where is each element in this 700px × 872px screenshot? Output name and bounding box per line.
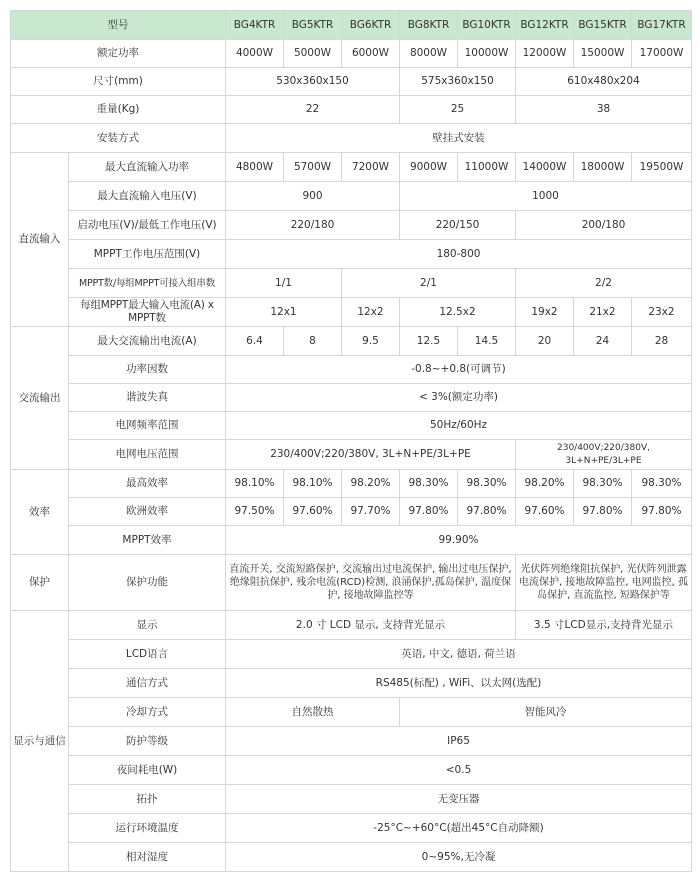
cell-value: 19500W	[632, 153, 692, 182]
cell-value: 自然散热	[226, 698, 400, 727]
cell-value: 6000W	[342, 40, 400, 68]
cell-value: 38	[516, 96, 692, 124]
mppt-eff-row	[11, 526, 692, 555]
cell-value: 97.50%	[226, 498, 284, 526]
cell-value: 530x360x150	[226, 68, 400, 96]
comm-row	[11, 669, 692, 698]
cell-value: 无变压器	[226, 785, 692, 814]
cell-value: 28	[632, 327, 692, 356]
row-label: 启动电压(V)/最低工作电压(V)	[69, 211, 226, 240]
row-label: 运行环境温度	[69, 814, 226, 843]
cell-value: 50Hz/60Hz	[226, 412, 692, 440]
model-name: BG4KTR	[226, 11, 284, 40]
ip-row	[11, 727, 692, 756]
cell-value: IP65	[226, 727, 692, 756]
row-label: 拓扑	[69, 785, 226, 814]
lcd-language-row	[11, 640, 692, 669]
install-row	[11, 124, 692, 153]
cell-value: 5700W	[284, 153, 342, 182]
cell-value: 4800W	[226, 153, 284, 182]
max-eff-row	[11, 470, 692, 498]
model-name: BG10KTR	[458, 11, 516, 40]
group-label: 显示与通信	[11, 611, 69, 872]
row-label: 最大交流输出电流(A)	[69, 327, 226, 356]
grid-freq-row	[11, 412, 692, 440]
cell-value: 2/1	[342, 269, 516, 298]
row-label: 安装方式	[11, 124, 226, 153]
model-name: BG5KTR	[284, 11, 342, 40]
cooling-row	[11, 698, 692, 727]
topology-row	[11, 785, 692, 814]
row-label: 重量(Kg)	[11, 96, 226, 124]
cell-value: 10000W	[458, 40, 516, 68]
cell-value: 15000W	[574, 40, 632, 68]
cell-value: 230/400V;220/380V, 3L+N+PE/3L+PE	[226, 440, 516, 470]
cell-value: 7200W	[342, 153, 400, 182]
cell-value: 12x1	[226, 298, 342, 327]
cell-value: 575x360x150	[400, 68, 516, 96]
cell-value: -25°C~+60°C(超出45°C自动降额)	[226, 814, 692, 843]
row-label: 最高效率	[69, 470, 226, 498]
cell-value: 98.30%	[400, 470, 458, 498]
cell-value: 4000W	[226, 40, 284, 68]
group-label: 直流输入	[11, 153, 69, 327]
model-name: BG6KTR	[342, 11, 400, 40]
cell-value: 5000W	[284, 40, 342, 68]
cell-value: 6.4	[226, 327, 284, 356]
header-label: 型号	[11, 11, 226, 40]
spec-table	[10, 10, 692, 872]
cell-value: 610x480x204	[516, 68, 692, 96]
row-label: 欧洲效率	[69, 498, 226, 526]
cell-value: 98.30%	[458, 470, 516, 498]
power-factor-row	[11, 356, 692, 384]
cell-value: 1000	[400, 182, 692, 211]
dimensions-row	[11, 68, 692, 96]
row-label: 每组MPPT最大输入电流(A) x MPPT数	[69, 298, 226, 327]
cell-value: 2.0 寸 LCD 显示, 支持背光显示	[226, 611, 516, 640]
cell-value: 98.30%	[632, 470, 692, 498]
rated-power-row	[11, 40, 692, 68]
temperature-row	[11, 814, 692, 843]
cell-value: 98.10%	[226, 470, 284, 498]
cell-value: 9000W	[400, 153, 458, 182]
cell-value: 97.60%	[516, 498, 574, 526]
row-label: 最大直流输入功率	[69, 153, 226, 182]
cell-value: 24	[574, 327, 632, 356]
display-row	[11, 611, 692, 640]
cell-value: 98.30%	[574, 470, 632, 498]
cell-value: 97.70%	[342, 498, 400, 526]
cell-value: < 3%(额定功率)	[226, 384, 692, 412]
weight-row	[11, 96, 692, 124]
row-label: 防护等级	[69, 727, 226, 756]
cell-value: 12.5x2	[400, 298, 516, 327]
row-label: MPPT数/每组MPPT可接入组串数	[69, 269, 226, 298]
group-label: 效率	[11, 470, 69, 555]
row-label: 电网频率范围	[69, 412, 226, 440]
model-name: BG8KTR	[400, 11, 458, 40]
cell-value: 200/180	[516, 211, 692, 240]
row-label: 尺寸(mm)	[11, 68, 226, 96]
model-name: BG17KTR	[632, 11, 692, 40]
max-dc-power-row	[11, 153, 692, 182]
start-voltage-row	[11, 211, 692, 240]
cell-value: -0.8~+0.8(可调节)	[226, 356, 692, 384]
row-label: 额定功率	[11, 40, 226, 68]
row-label: 最大直流输入电压(V)	[69, 182, 226, 211]
row-label: MPPT效率	[69, 526, 226, 555]
euro-eff-row	[11, 498, 692, 526]
cell-value: 97.80%	[458, 498, 516, 526]
night-power-row	[11, 756, 692, 785]
cell-value: 22	[226, 96, 400, 124]
row-label: 保护功能	[69, 555, 226, 611]
grid-voltage-row	[11, 440, 692, 470]
group-label: 交流输出	[11, 327, 69, 470]
cell-value: 壁挂式安装	[226, 124, 692, 153]
cell-value: 230/400V;220/380V, 3L+N+PE/3L+PE	[516, 440, 692, 470]
cell-value: 21x2	[574, 298, 632, 327]
cell-value: 180-800	[226, 240, 692, 269]
cell-value: 12x2	[342, 298, 400, 327]
cell-value: 光伏阵列绝缘阻抗保护, 光伏阵列泄露电流保护, 接地故障监控, 电网监控, 孤岛保护, 直流监控, 短路保护等	[516, 555, 692, 611]
cell-value: RS485(标配) , WiFi、以太网(选配)	[226, 669, 692, 698]
cell-value: 18000W	[574, 153, 632, 182]
cell-value: 8	[284, 327, 342, 356]
cell-value: 英语, 中文, 德语, 荷兰语	[226, 640, 692, 669]
row-label: 功率因数	[69, 356, 226, 384]
cell-value: 19x2	[516, 298, 574, 327]
cell-value: 9.5	[342, 327, 400, 356]
cell-value: 20	[516, 327, 574, 356]
row-label: 谐波失真	[69, 384, 226, 412]
cell-value: 12.5	[400, 327, 458, 356]
cell-value: 14000W	[516, 153, 574, 182]
row-label: 通信方式	[69, 669, 226, 698]
cell-value: 17000W	[632, 40, 692, 68]
row-label: 显示	[69, 611, 226, 640]
cell-value: 14.5	[458, 327, 516, 356]
thd-row	[11, 384, 692, 412]
cell-value: 98.20%	[342, 470, 400, 498]
cell-value: <0.5	[226, 756, 692, 785]
row-label: 相对湿度	[69, 843, 226, 872]
cell-value: 12000W	[516, 40, 574, 68]
cell-value: 97.80%	[574, 498, 632, 526]
group-label: 保护	[11, 555, 69, 611]
cell-value: 8000W	[400, 40, 458, 68]
mppt-range-row	[11, 240, 692, 269]
cell-value: 25	[400, 96, 516, 124]
cell-value: 智能风冷	[400, 698, 692, 727]
row-label: LCD语言	[69, 640, 226, 669]
cell-value: 220/150	[400, 211, 516, 240]
row-label: 电网电压范围	[69, 440, 226, 470]
cell-value: 97.80%	[400, 498, 458, 526]
protection-row	[11, 555, 692, 611]
cell-value: 97.60%	[284, 498, 342, 526]
cell-value: 900	[226, 182, 400, 211]
cell-value: 2/2	[516, 269, 692, 298]
cell-value: 直流开关, 交流短路保护, 交流输出过电流保护, 输出过电压保护, 绝缘阻抗保护, 残余电流(RCD)检测, 浪涌保护,孤岛保护, 温度保护, 接地故障监控等	[226, 555, 516, 611]
cell-value: 23x2	[632, 298, 692, 327]
cell-value: 3.5 寸LCD显示,支持背光显示	[516, 611, 692, 640]
max-dc-voltage-row	[11, 182, 692, 211]
humidity-row	[11, 843, 692, 872]
model-name: BG12KTR	[516, 11, 574, 40]
cell-value: 97.80%	[632, 498, 692, 526]
row-label: 夜间耗电(W)	[69, 756, 226, 785]
cell-value: 98.10%	[284, 470, 342, 498]
cell-value: 0~95%,无冷凝	[226, 843, 692, 872]
cell-value: 99.90%	[226, 526, 692, 555]
row-label: MPPT工作电压范围(V)	[69, 240, 226, 269]
model-name: BG15KTR	[574, 11, 632, 40]
row-label: 冷却方式	[69, 698, 226, 727]
mppt-strings-row	[11, 269, 692, 298]
header-row	[11, 11, 692, 40]
max-ac-current-row	[11, 327, 692, 356]
cell-value: 11000W	[458, 153, 516, 182]
mppt-current-row	[11, 298, 692, 327]
cell-value: 220/180	[226, 211, 400, 240]
cell-value: 98.20%	[516, 470, 574, 498]
cell-value: 1/1	[226, 269, 342, 298]
